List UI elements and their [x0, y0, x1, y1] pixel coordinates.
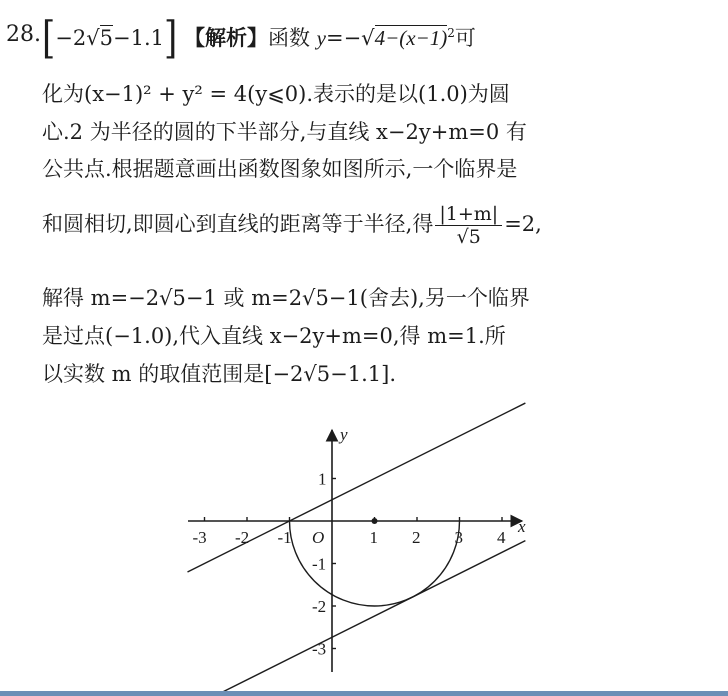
y-tick-label: -2	[312, 597, 327, 616]
line1-text-f: 可	[454, 26, 476, 50]
text-line-4: 公共点.根据题意画出函数图象如图所示,一个临界是	[42, 157, 518, 181]
answer-sqrt: √5	[86, 26, 113, 50]
answer-part-c: −1.1	[113, 26, 164, 50]
x-tick-label: 1	[369, 528, 378, 547]
x-tick-label: 4	[497, 528, 506, 547]
x-tick-label: -2	[235, 528, 250, 547]
line1-text-a: 函数	[267, 26, 317, 50]
line5-result: =2,	[504, 212, 542, 236]
text-line-7: 是过点(−1.0),代入直线 x−2y+m=0,得 m=1.所	[42, 324, 506, 348]
x-tick-label: -3	[192, 528, 207, 547]
line1-var-y: y	[316, 26, 326, 50]
circle-center-dot	[372, 518, 378, 524]
x-tick-label: -1	[277, 528, 292, 547]
text-line-6: 解得 m=−2√5−1 或 m=2√5−1(舍去),另一个临界	[42, 286, 530, 310]
line1-text-c: =−	[325, 26, 362, 50]
line5-text: 和圆相切,即圆心到直线的距离等于半径,得	[42, 212, 434, 236]
text-line-3: 心.2 为半径的圆的下半部分,与直线 x−2y+m=0 有	[42, 120, 527, 144]
y-tick-label: -1	[312, 554, 327, 574]
y-axis-label: y	[340, 425, 348, 444]
bottom-border	[0, 691, 728, 696]
line1-sqrt: $√4-(x-1)^2$	[361, 26, 455, 50]
analysis-tag: 【解析】	[183, 25, 268, 50]
origin-label: O	[312, 528, 325, 547]
distance-fraction: $\frac{|1+m|}{√5}$	[435, 203, 502, 248]
boundary-line-2	[188, 541, 526, 696]
answer-part-a: −2	[55, 26, 87, 50]
text-line-2: 化为(x−1)² + y² = 4(y⩽0).表示的是以(1.0)为圆	[42, 82, 510, 106]
text-line-8: 以实数 m 的取值范围是[−2√5−1.1].	[42, 362, 397, 386]
left-bracket: [	[42, 12, 56, 64]
problem-number: 28.	[6, 22, 41, 47]
right-bracket: ]	[164, 12, 178, 64]
x-tick-label: 3	[454, 528, 463, 547]
x-tick-label: 2	[412, 528, 421, 547]
x-axis-label: x	[518, 517, 526, 536]
y-tick-label: -3	[312, 639, 327, 659]
y-tick-label: 1	[318, 469, 327, 489]
